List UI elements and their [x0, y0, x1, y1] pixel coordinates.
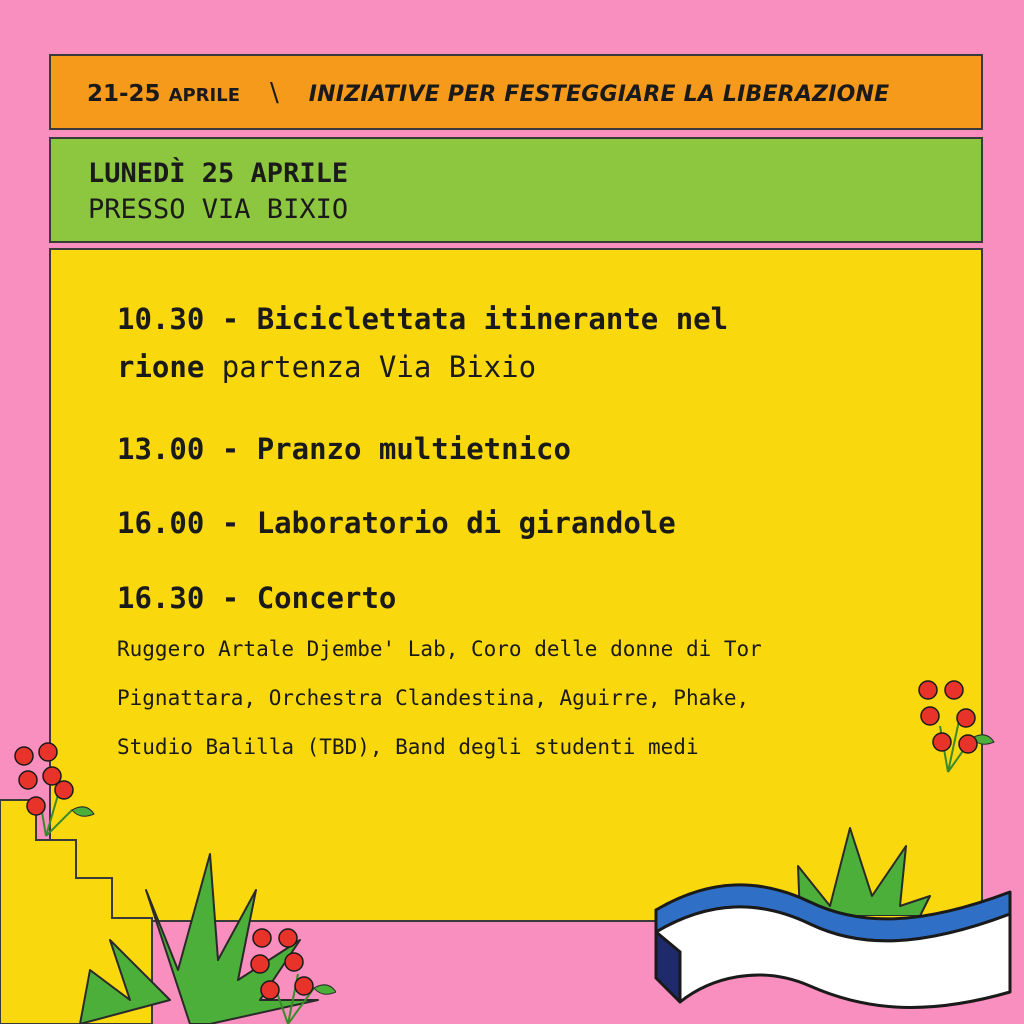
event-1-line1: [117, 302, 728, 336]
wave-flag-icon: [650, 868, 1022, 1018]
event-1-title: Biciclettata itinerante nel: [256, 302, 729, 336]
event-2-title: Pranzo multietnico: [256, 432, 571, 466]
event-4-desc-line2: Pignattara, Orchestra Clandestina, Aguirre, Phake,: [117, 686, 750, 710]
event-2-time: 13.00: [117, 432, 222, 466]
day-bar: [49, 137, 983, 243]
day-date: LUNEDÌ 25 APRILE: [88, 158, 349, 189]
event-4-title: Concerto: [256, 581, 397, 615]
day-location: PRESSO VIA BIXIO: [88, 194, 349, 225]
event-4-desc-line1: Ruggero Artale Djembe' Lab, Coro delle donne di Tor: [117, 637, 762, 661]
header-month: APRILE: [168, 85, 241, 106]
event-4: [117, 581, 396, 615]
rose-cluster-icon: [244, 924, 336, 1024]
header-separator: \: [270, 78, 279, 108]
rose-cluster-icon: [910, 676, 1002, 776]
event-1-dash: -: [221, 302, 257, 336]
event-4-dash: -: [221, 581, 257, 615]
event-3-title: Laboratorio di girandole: [256, 506, 676, 540]
event-3: [117, 506, 676, 540]
event-2: [117, 432, 571, 466]
event-1-time: 10.30: [117, 302, 222, 336]
event-2-dash: -: [221, 432, 257, 466]
header-bar: [49, 54, 983, 130]
event-1-detail: partenza Via Bixio: [221, 350, 537, 384]
event-4-desc-line3: Studio Balilla (TBD), Band degli studenti medi: [117, 735, 699, 759]
event-3-dash: -: [221, 506, 257, 540]
header-date-range: 21-25: [87, 81, 161, 107]
rose-cluster-icon: [6, 740, 98, 840]
event-3-time: 16.00: [117, 506, 222, 540]
program-panel: [49, 248, 983, 922]
event-1-line2: [117, 350, 536, 384]
header-title: INIZIATIVE PER FESTEGGIARE LA LIBERAZIONE: [308, 82, 890, 107]
event-4-time: 16.30: [117, 581, 222, 615]
event-1-title-cont: rione: [117, 350, 222, 384]
header-row: [87, 78, 889, 108]
